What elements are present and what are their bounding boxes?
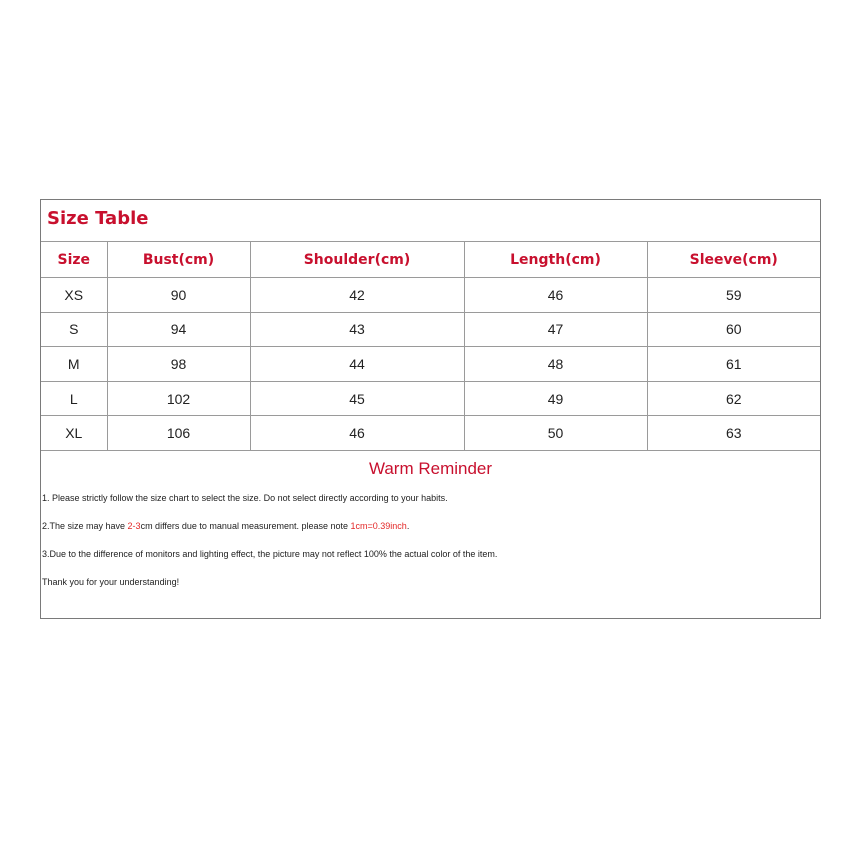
cell-size: S — [41, 312, 107, 347]
header-length: Length(cm) — [464, 242, 647, 278]
header-sleeve: Sleeve(cm) — [647, 242, 820, 278]
table-row — [41, 347, 820, 382]
warm-reminder-title: Warm Reminder — [368, 459, 493, 478]
table-row — [41, 312, 820, 347]
cell-shoulder: 43 — [250, 312, 464, 347]
reminder-note-2 — [41, 512, 820, 540]
header-size: Size — [41, 242, 107, 278]
cell-bust: 106 — [107, 416, 250, 451]
cell-size: XS — [41, 278, 107, 313]
note-2-text: . — [406, 521, 410, 531]
cell-shoulder: 46 — [250, 416, 464, 451]
cell-bust: 94 — [107, 312, 250, 347]
cell-shoulder: 42 — [250, 278, 464, 313]
size-table-frame — [40, 199, 821, 619]
cell-bust: 90 — [107, 278, 250, 313]
reminder-note-3: 3.Due to the difference of monitors and lighting effect, the picture may not reflect 100% the actual color of the item. — [42, 549, 498, 559]
warm-reminder-section — [41, 452, 820, 596]
cell-bust: 98 — [107, 347, 250, 382]
cell-length: 47 — [464, 312, 647, 347]
size-table — [41, 241, 820, 451]
cell-sleeve: 63 — [647, 416, 820, 451]
cell-sleeve: 61 — [647, 347, 820, 382]
note-2-text: 2.The size may have — [42, 521, 128, 531]
note-2-text: cm differs due to manual measurement. please note — [140, 521, 351, 531]
header-bust: Bust(cm) — [107, 242, 250, 278]
cell-bust: 102 — [107, 381, 250, 416]
cell-size: M — [41, 347, 107, 382]
reminder-note-1: 1. Please strictly follow the size chart to select the size. Do not select directly according to your habits. — [42, 493, 448, 503]
cell-length: 49 — [464, 381, 647, 416]
cell-length: 48 — [464, 347, 647, 382]
cell-size: L — [41, 381, 107, 416]
header-row — [41, 242, 820, 278]
cell-length: 50 — [464, 416, 647, 451]
cell-sleeve: 62 — [647, 381, 820, 416]
note-2-conversion-highlight: 1cm=0.39inch — [350, 521, 407, 531]
header-shoulder: Shoulder(cm) — [250, 242, 464, 278]
cell-shoulder: 45 — [250, 381, 464, 416]
reminder-note-4: Thank you for your understanding! — [42, 577, 180, 587]
note-2-range-highlight: 2-3 — [127, 521, 141, 531]
table-row — [41, 416, 820, 451]
cell-length: 46 — [464, 278, 647, 313]
cell-size: XL — [41, 416, 107, 451]
size-table-title: Size Table — [47, 208, 149, 229]
cell-sleeve: 60 — [647, 312, 820, 347]
table-row — [41, 381, 820, 416]
cell-sleeve: 59 — [647, 278, 820, 313]
table-row — [41, 278, 820, 313]
cell-shoulder: 44 — [250, 347, 464, 382]
